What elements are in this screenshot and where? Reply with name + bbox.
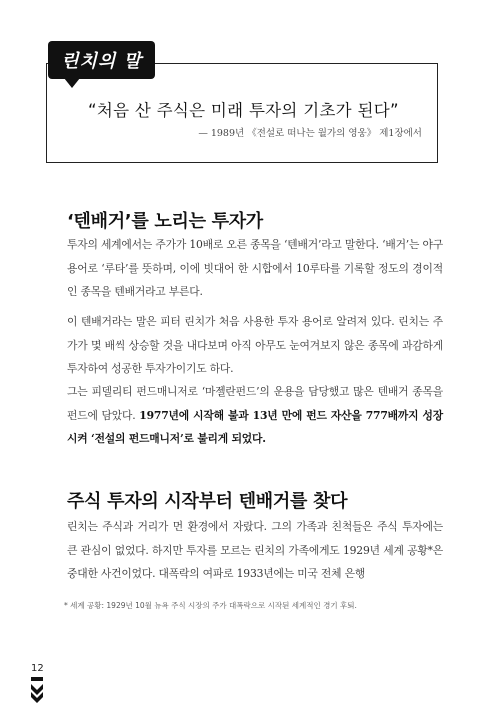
section2-heading: 주식 투자의 시작부터 텐배거를 찾다: [67, 491, 348, 512]
tab-pointer: [64, 78, 80, 88]
footnote: * 세계 공황: 1929년 10월 뉴욕 주식 시장의 주가 대폭락으로 시작된 세계적인 경기 후퇴.: [64, 601, 357, 610]
section1-paragraph-3-normal: 그는 피델리티 펀드매니저로 ‘마젤란펀드’의 운용을 담당했고 많은 텐배거 종목을 펀드에 담았다.: [67, 385, 443, 422]
section2-paragraph-1: 린치는 주식과 거리가 먼 환경에서 자랐다. 그의 가족과 친척들은 주식 투자에는 큰 관심이 없었다. 하지만 투자를 모르는 린치의 가족에게도 1929년 세계 공황*은 중대한 사건이었다. 대폭락의 여파로 1933년에는 미국 전체 은행: [67, 520, 443, 580]
quote-source: — 1989년 《전설로 떠나는 월가의 영웅》 제1장에서: [198, 128, 422, 139]
section1-heading: ‘텐배거’를 노리는 투자가: [67, 211, 263, 232]
section1-paragraph-2: 이 텐배거라는 말은 피터 린치가 처음 사용한 투자 용어로 알려져 있다. 린치는 주가가 몇 배씩 상승할 것을 내다보며 아직 아무도 눈여겨보지 않은 종목에 과감하게 투자하여 성공한 투자가이기도 하다.: [67, 315, 443, 375]
quote-tab-label: 린치의 말: [48, 41, 155, 79]
section1-paragraph-3: [67, 380, 443, 451]
section1-paragraph-3-bold: 1977년에 시작해 불과 13년 만에 펀드 자산을 777배까지 성장시켜 ‘전설의 펀드매니저’로 불리게 되었다.: [67, 408, 443, 445]
page-chevron-icon: [31, 677, 43, 703]
section1-paragraph-1: 투자의 세계에서는 주가가 10배로 오른 종목을 ‘텐배거’라고 말한다. ‘배거’는 야구 용어로 ‘루타’를 뜻하며, 이에 빗대어 한 시합에서 10루타를 기록할 정도의 경이적인 종목을 텐배거라고 부른다.: [67, 238, 443, 298]
page-number: 12: [31, 663, 44, 674]
quote-text: “처음 산 주식은 미래 투자의 기초가 된다”: [88, 101, 399, 120]
